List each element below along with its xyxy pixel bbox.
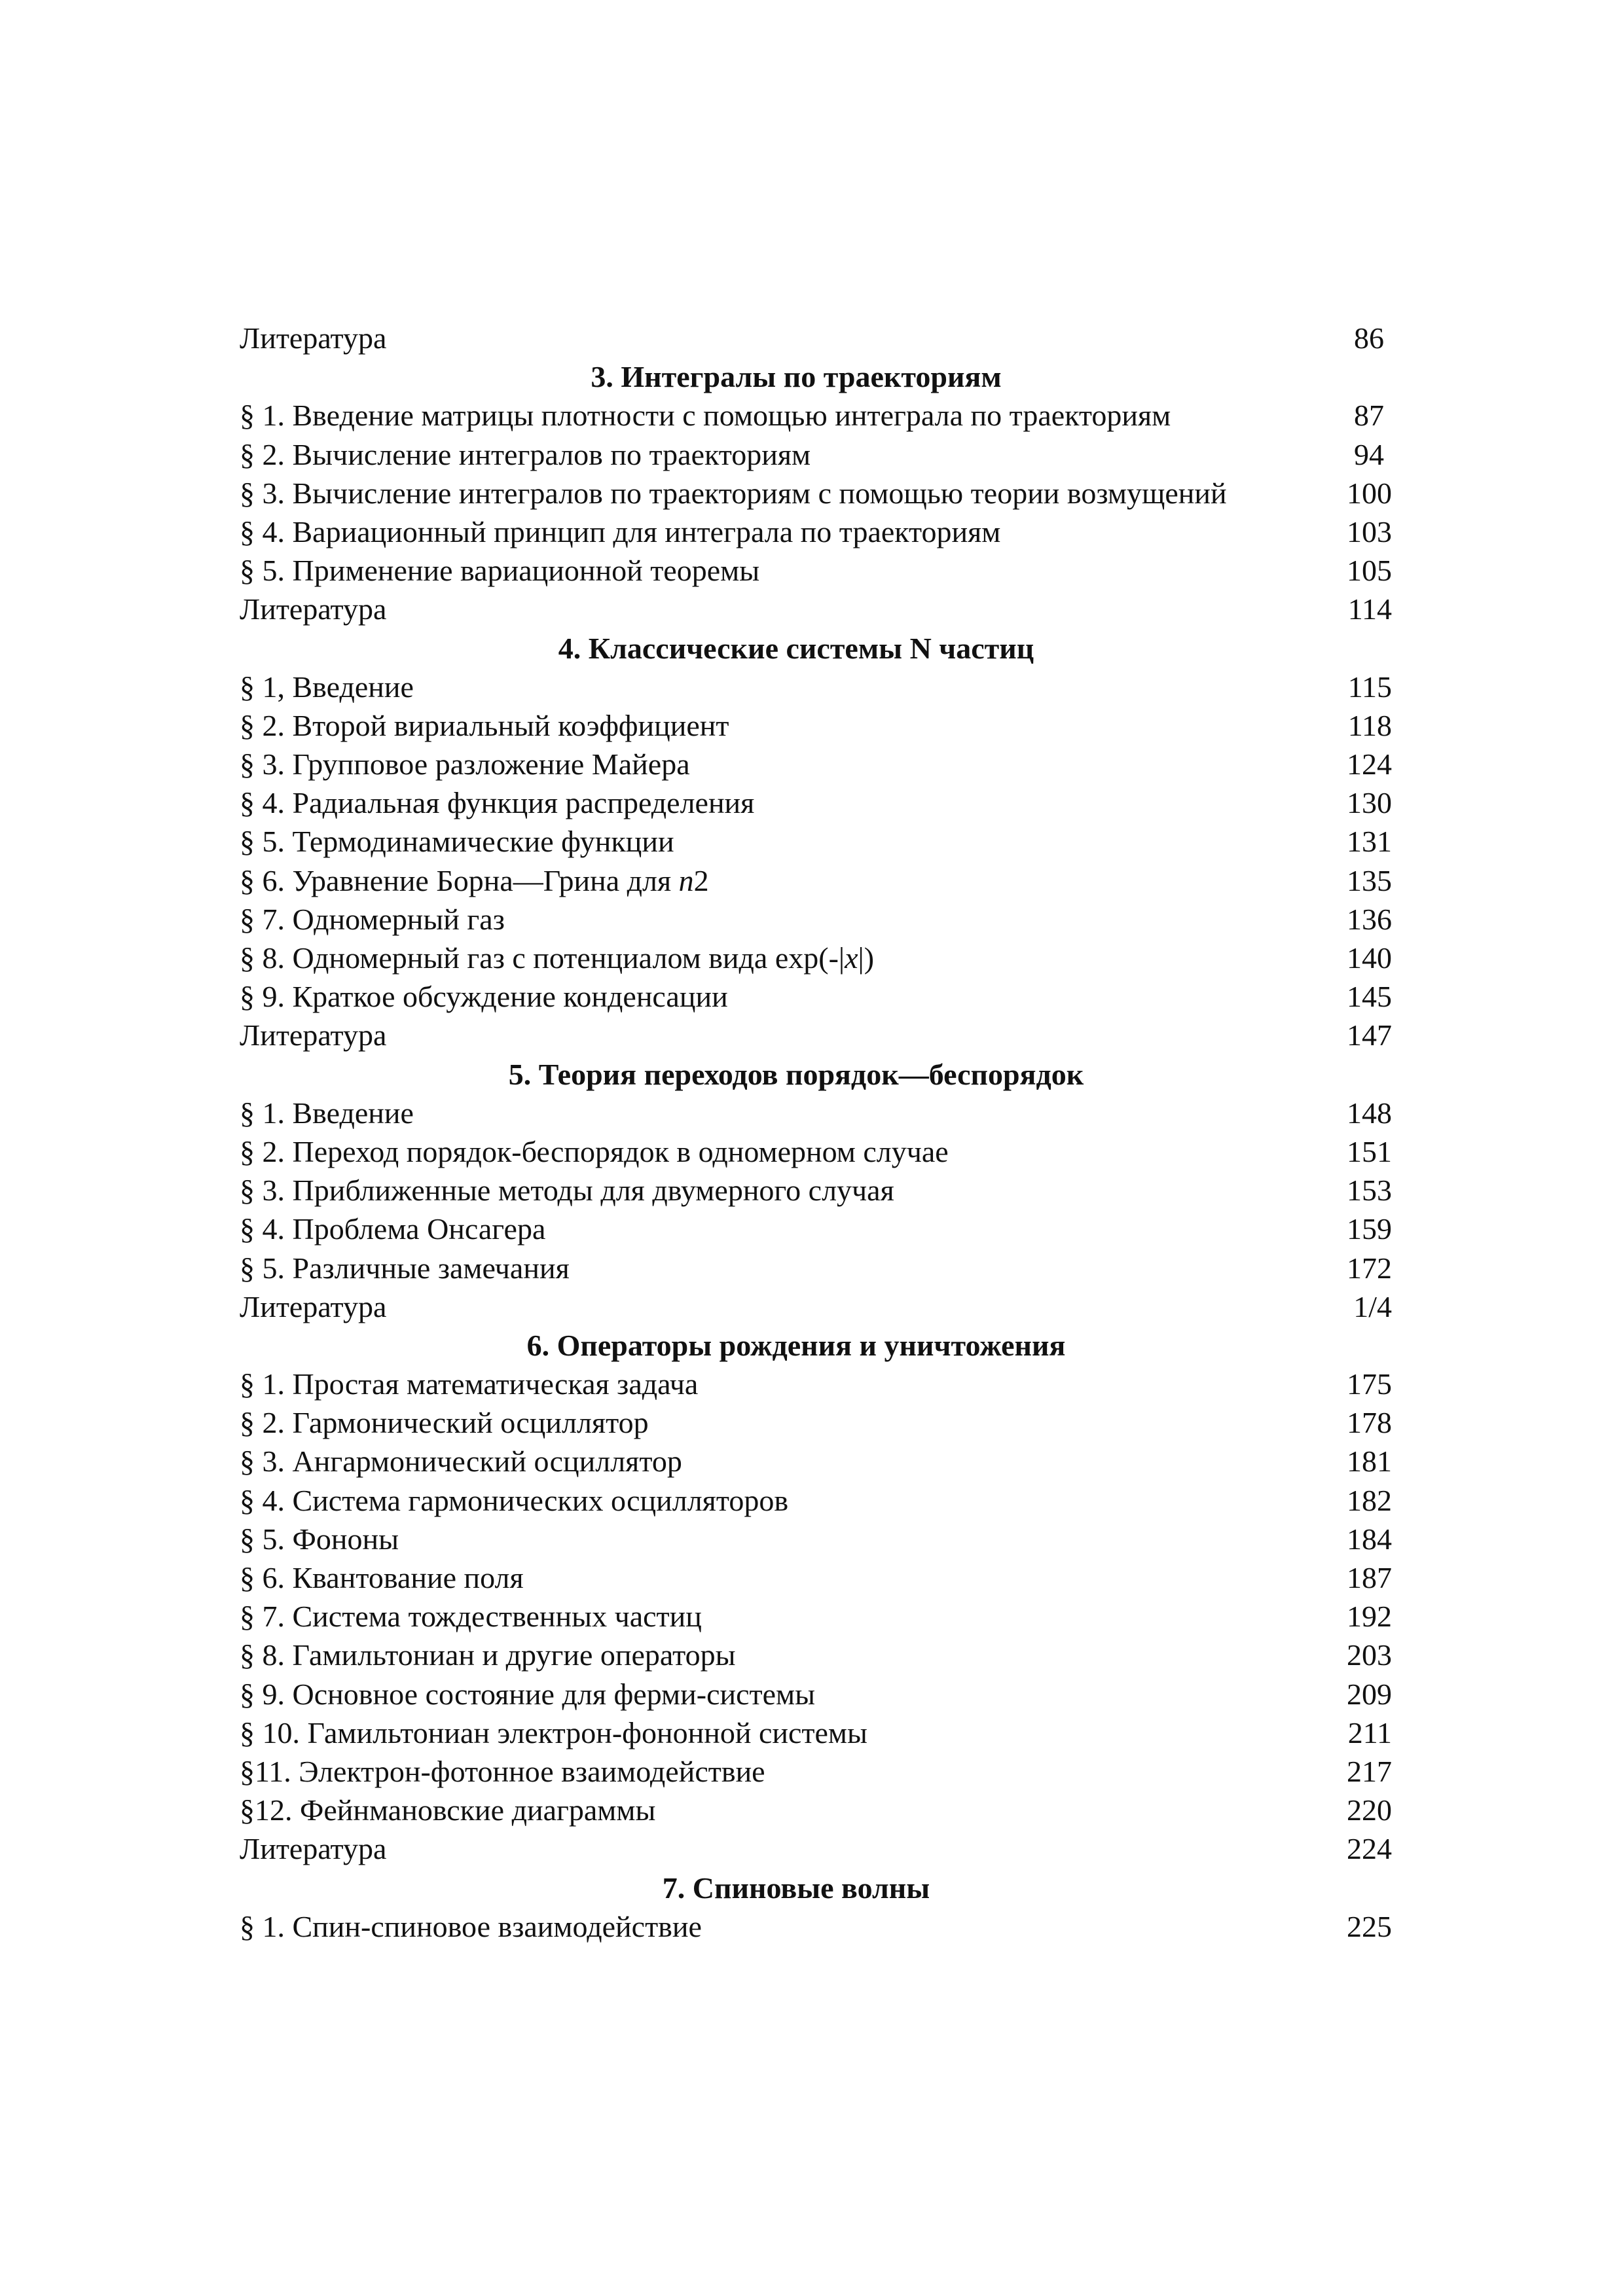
toc-entry-title-text: Литература bbox=[240, 321, 387, 355]
toc-entry-page-number: 217 bbox=[1347, 1754, 1392, 1788]
toc-entry-page-number: 145 bbox=[1347, 980, 1392, 1014]
toc-entry-title bbox=[240, 939, 874, 977]
toc-entry-title bbox=[240, 1132, 949, 1171]
toc-entry-math-variable: n bbox=[678, 863, 694, 897]
toc-entry-title bbox=[240, 1675, 815, 1713]
toc-entry-title bbox=[240, 1481, 788, 1520]
toc-entry-title-text: § 3. Групповое разложение Майера bbox=[240, 747, 690, 781]
toc-entry-title bbox=[240, 822, 674, 861]
toc-entry-title bbox=[240, 1636, 736, 1674]
toc-entry-title-text: § 4. Радиальная функция распределения bbox=[240, 786, 755, 820]
toc-entry-page-number: 225 bbox=[1347, 1909, 1392, 1943]
toc-entry-title bbox=[240, 551, 759, 590]
toc-entry-title bbox=[240, 474, 1227, 512]
toc-entry bbox=[240, 668, 1392, 706]
toc-entry-title bbox=[240, 1094, 414, 1132]
toc-entry-title-text: § 9. Краткое обсуждение конденсации bbox=[240, 980, 728, 1014]
toc-entry-title bbox=[240, 1403, 649, 1442]
toc-entry-title-text: § 5. Различные замечания bbox=[240, 1251, 570, 1285]
toc-entry-title-text: § 2. Переход порядок-беспорядок в одномерном случае bbox=[240, 1134, 949, 1168]
toc-entry-title bbox=[240, 900, 505, 939]
toc-entry-title bbox=[240, 861, 709, 900]
toc-entry-page-number: 211 bbox=[1347, 1715, 1392, 1749]
toc-entry-page-number: 175 bbox=[1347, 1367, 1392, 1401]
toc-entry-page-number: 224 bbox=[1347, 1832, 1392, 1866]
toc-entry bbox=[240, 1365, 1392, 1403]
toc-entry-page-number: 192 bbox=[1347, 1600, 1392, 1634]
toc-entry-title-text: § 2. Вычисление интегралов по траекториям bbox=[240, 437, 811, 471]
chapter-heading: 7. Спиновые волны bbox=[662, 1871, 930, 1905]
toc-entry-title-text: § 2. Второй вириальный коэффициент bbox=[240, 708, 729, 742]
toc-entry-page-number: 130 bbox=[1347, 786, 1392, 820]
toc-entry-title-text: § 6. Квантование поля bbox=[240, 1561, 524, 1594]
toc-entry-title bbox=[240, 1907, 702, 1946]
toc-entry-title bbox=[240, 745, 690, 783]
toc-entry-title bbox=[240, 1520, 399, 1558]
toc-entry-title-text: § 1. Введение матрицы плотности с помощью интеграла по траекториям bbox=[240, 399, 1171, 433]
toc-entry-title bbox=[240, 435, 811, 474]
toc-entry-page-number: 220 bbox=[1347, 1793, 1392, 1827]
toc-entry-page-number: 153 bbox=[1347, 1174, 1392, 1208]
toc-entry-page-number: 118 bbox=[1347, 708, 1392, 742]
toc-entry-page-number: 203 bbox=[1347, 1638, 1392, 1672]
toc-entry bbox=[240, 1442, 1392, 1480]
toc-entry-page-number: 151 bbox=[1347, 1134, 1392, 1168]
chapter-heading: 3. Интегралы по траекториям bbox=[591, 360, 1002, 394]
toc-entry bbox=[240, 1675, 1392, 1713]
toc-entry-title-text: § 7. Система тождественных частиц bbox=[240, 1600, 702, 1634]
toc-entry-page-number: 105 bbox=[1347, 554, 1392, 588]
toc-entry-title-text: § 2. Гармонический осциллятор bbox=[240, 1406, 649, 1440]
toc-entry bbox=[240, 590, 1392, 628]
toc-entry-page-number: 1/4 bbox=[1353, 1289, 1392, 1323]
toc-entry-title bbox=[240, 1752, 765, 1791]
toc-entry bbox=[240, 1210, 1392, 1248]
toc-entry bbox=[240, 1094, 1392, 1132]
toc-entry bbox=[240, 474, 1392, 512]
toc-entry-title-text: § 6. Уравнение Борна—Грина для bbox=[240, 863, 679, 897]
toc-entry-page-number: 184 bbox=[1347, 1522, 1392, 1556]
toc-entry bbox=[240, 745, 1392, 783]
toc-entry-title-text: Литература bbox=[240, 1018, 387, 1052]
toc-entry bbox=[240, 1016, 1392, 1054]
toc-entry-page-number: 94 bbox=[1354, 437, 1384, 471]
toc-entry-page-number: 136 bbox=[1347, 902, 1392, 936]
toc-entry bbox=[240, 551, 1392, 590]
toc-entry-title-suffix: 2 bbox=[693, 863, 709, 897]
toc-entry-title bbox=[240, 1713, 867, 1752]
chapter-heading: 4. Классические системы N частиц bbox=[558, 631, 1034, 665]
toc-entry-title-text: §12. Фейнмановские диаграммы bbox=[240, 1793, 656, 1827]
toc-entry-title-text: § 7. Одномерный газ bbox=[240, 902, 505, 936]
toc-entry-page-number: 135 bbox=[1347, 863, 1392, 897]
toc-entry bbox=[240, 1752, 1392, 1791]
toc-entry-title-text: § 1. Спин-спиновое взаимодействие bbox=[240, 1909, 702, 1943]
toc-entry bbox=[240, 1636, 1392, 1674]
toc-entry-title-text: § 5. Фононы bbox=[240, 1522, 399, 1556]
toc-entry bbox=[240, 706, 1392, 745]
toc-entry-title-text: § 5. Применение вариационной теоремы bbox=[240, 554, 760, 588]
toc-entry-title-text: § 3. Вычисление интегралов по траекториям с помощью теории возмущений bbox=[240, 476, 1227, 510]
toc-entry bbox=[240, 822, 1392, 861]
toc-entry-title bbox=[240, 590, 386, 628]
toc-entry bbox=[240, 512, 1392, 551]
toc-entry-title bbox=[240, 512, 1000, 551]
toc-entry-title-text: § 5. Термодинамические функции bbox=[240, 825, 674, 859]
toc-entry-page-number: 147 bbox=[1347, 1018, 1392, 1052]
toc-entry bbox=[240, 1132, 1392, 1171]
toc-entry bbox=[240, 1907, 1392, 1946]
toc-entry bbox=[240, 977, 1392, 1016]
toc-entry-page-number: 140 bbox=[1347, 941, 1392, 975]
table-of-contents bbox=[240, 319, 1392, 1946]
toc-entry bbox=[240, 1171, 1392, 1210]
toc-entry-title bbox=[240, 668, 414, 706]
toc-entry bbox=[240, 1481, 1392, 1520]
toc-entry-title bbox=[240, 1249, 570, 1287]
toc-entry-title-text: § 4. Вариационный принцип для интеграла по траекториям bbox=[240, 514, 1001, 548]
toc-entry-title bbox=[240, 706, 729, 745]
toc-entry-title bbox=[240, 1016, 386, 1054]
toc-entry-title bbox=[240, 1791, 655, 1829]
toc-entry bbox=[240, 1520, 1392, 1558]
toc-entry-page-number: 86 bbox=[1354, 321, 1384, 355]
toc-entry-title-text: Литература bbox=[240, 592, 387, 626]
toc-entry-page-number: 178 bbox=[1347, 1406, 1392, 1440]
toc-entry-page-number: 159 bbox=[1347, 1212, 1392, 1246]
toc-entry-title bbox=[240, 1442, 682, 1480]
toc-entry-title bbox=[240, 1597, 702, 1636]
toc-entry-page-number: 100 bbox=[1347, 476, 1392, 510]
toc-entry-page-number: 103 bbox=[1347, 514, 1392, 548]
toc-entry-page-number: 181 bbox=[1347, 1444, 1392, 1479]
toc-entry bbox=[240, 435, 1392, 474]
toc-entry-title-text: Литература bbox=[240, 1289, 387, 1323]
toc-entry bbox=[240, 1558, 1392, 1597]
chapter-heading: 6. Операторы рождения и уничтожения bbox=[526, 1328, 1066, 1362]
toc-entry-title bbox=[240, 1365, 698, 1403]
toc-entry-title-text: § 4. Проблема Онсагера bbox=[240, 1212, 546, 1246]
toc-entry-title-text: Литература bbox=[240, 1832, 387, 1866]
toc-entry-title-text: § 4. Система гармонических осцилляторов bbox=[240, 1483, 789, 1517]
toc-entry-page-number: 172 bbox=[1347, 1251, 1392, 1285]
toc-entry-title-text: § 1, Введение bbox=[240, 670, 414, 704]
toc-entry bbox=[240, 939, 1392, 977]
toc-entry-title bbox=[240, 1210, 545, 1248]
toc-entry-page-number: 187 bbox=[1347, 1561, 1392, 1594]
toc-entry bbox=[240, 319, 1392, 357]
toc-entry bbox=[240, 1287, 1392, 1326]
toc-entry bbox=[240, 861, 1392, 900]
toc-entry-title-text: § 1. Введение bbox=[240, 1096, 414, 1130]
toc-entry-title bbox=[240, 319, 386, 357]
toc-entry bbox=[240, 1403, 1392, 1442]
toc-entry-title bbox=[240, 1171, 894, 1210]
toc-entry-page-number: 115 bbox=[1347, 670, 1392, 704]
toc-entry bbox=[240, 1713, 1392, 1752]
toc-entry-title-text: § 10. Гамильтониан электрон-фононной системы bbox=[240, 1715, 867, 1749]
toc-entry-title-suffix: |) bbox=[858, 941, 875, 975]
toc-entry-title-text: §11. Электрон-фотонное взаимодействие bbox=[240, 1754, 765, 1788]
toc-entry bbox=[240, 1597, 1392, 1636]
toc-entry-title bbox=[240, 1558, 524, 1597]
toc-entry bbox=[240, 783, 1392, 822]
toc-entry-page-number: 124 bbox=[1347, 747, 1392, 781]
toc-entry-title-text: § 3. Ангармонический осциллятор bbox=[240, 1444, 682, 1479]
toc-entry-page-number: 209 bbox=[1347, 1677, 1392, 1711]
toc-entry bbox=[240, 1249, 1392, 1287]
toc-entry-title-text: § 3. Приближенные методы для двумерного случая bbox=[240, 1174, 894, 1208]
toc-entry-title bbox=[240, 1287, 386, 1326]
toc-entry-title-text: § 8. Одномерный газ с потенциалом вида exp(-| bbox=[240, 941, 845, 975]
toc-entry bbox=[240, 1791, 1392, 1829]
toc-entry-page-number: 87 bbox=[1354, 399, 1384, 433]
toc-entry-page-number: 114 bbox=[1347, 592, 1392, 626]
toc-entry-title-text: § 1. Простая математическая задача bbox=[240, 1367, 699, 1401]
toc-entry bbox=[240, 1829, 1392, 1868]
toc-entry-title bbox=[240, 977, 728, 1016]
toc-entry-page-number: 131 bbox=[1347, 825, 1392, 859]
toc-entry bbox=[240, 396, 1392, 435]
toc-entry-title bbox=[240, 783, 754, 822]
toc-entry-math-variable: x bbox=[845, 941, 858, 975]
chapter-heading: 5. Теория переходов порядок—беспорядок bbox=[508, 1057, 1084, 1091]
toc-entry bbox=[240, 900, 1392, 939]
toc-entry-page-number: 182 bbox=[1347, 1483, 1392, 1517]
toc-entry-title-text: § 8. Гамильтониан и другие операторы bbox=[240, 1638, 736, 1672]
toc-entry-title bbox=[240, 396, 1171, 435]
toc-entry-title-text: § 9. Основное состояние для ферми-системы bbox=[240, 1677, 816, 1711]
toc-entry-title bbox=[240, 1829, 386, 1868]
toc-entry-page-number: 148 bbox=[1347, 1096, 1392, 1130]
